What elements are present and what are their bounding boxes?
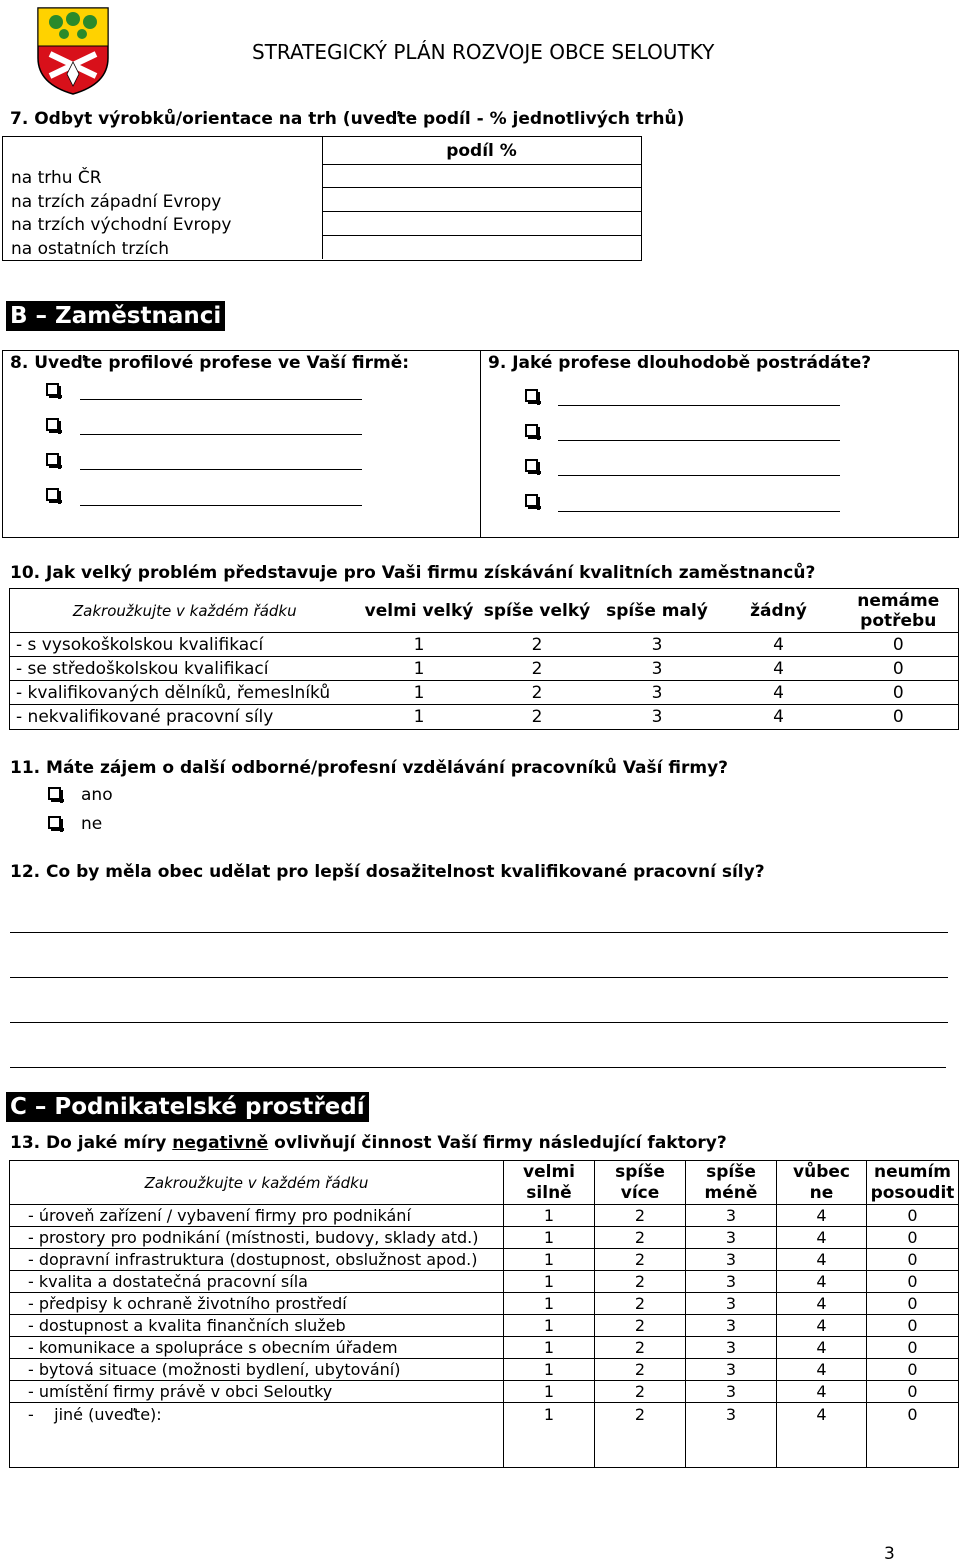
- rating-option[interactable]: 3: [651, 682, 663, 703]
- table-row: [10, 1271, 959, 1293]
- instruction-cell: Zakroužkujte v každém řádku: [72, 601, 297, 620]
- rating-option[interactable]: 4: [777, 1403, 867, 1468]
- rating-option[interactable]: 3: [686, 1403, 777, 1468]
- answer-no-checkbox[interactable]: [48, 816, 61, 829]
- profession-line[interactable]: [80, 399, 362, 400]
- table-row: [10, 681, 959, 705]
- rating-option[interactable]: 0: [892, 634, 904, 655]
- answer-yes-label: ano: [81, 785, 113, 805]
- rating-option[interactable]: 2: [531, 634, 543, 655]
- rating-option[interactable]: 4: [777, 1205, 867, 1227]
- question-8-title: 8. Uveďte profilové profese ve Vaší firmě:: [10, 353, 410, 373]
- column-header-line: spíše: [615, 1161, 665, 1182]
- profession-checkbox[interactable]: [46, 453, 59, 466]
- rating-option[interactable]: 3: [686, 1227, 777, 1249]
- rating-option[interactable]: 4: [777, 1227, 867, 1249]
- market-row: na ostatních trzích: [11, 238, 170, 259]
- question-13-title: [10, 1133, 727, 1153]
- column-header: [504, 1161, 595, 1205]
- column-header: nemáme potřebu: [857, 590, 940, 631]
- column-header-line: neumím: [874, 1161, 951, 1182]
- answer-line[interactable]: [10, 932, 948, 933]
- rating-option[interactable]: 0: [892, 658, 904, 679]
- table-row: [10, 1249, 959, 1271]
- row-label: - kvalita a dostatečná pracovní síla: [10, 1271, 504, 1293]
- column-header-line: posoudit: [870, 1182, 955, 1203]
- rating-option[interactable]: 2: [595, 1249, 686, 1271]
- rating-option[interactable]: 2: [595, 1381, 686, 1403]
- table-row: [10, 705, 959, 730]
- column-header-line: vůbec: [793, 1161, 850, 1182]
- column-header-line: méně: [704, 1182, 758, 1203]
- rating-option[interactable]: 1: [504, 1293, 595, 1315]
- market-row: na trzích západní Evropy: [11, 191, 222, 212]
- table-row: [10, 1227, 959, 1249]
- table-row: [10, 1403, 959, 1468]
- rating-option[interactable]: 2: [595, 1315, 686, 1337]
- rating-option[interactable]: 3: [686, 1381, 777, 1403]
- rating-option[interactable]: 1: [504, 1337, 595, 1359]
- answer-line[interactable]: [10, 1022, 948, 1023]
- rating-option[interactable]: 4: [777, 1293, 867, 1315]
- profession-line[interactable]: [80, 469, 362, 470]
- rating-option[interactable]: 0: [892, 682, 904, 703]
- rating-option[interactable]: 1: [413, 658, 425, 679]
- table-row: [10, 1205, 959, 1227]
- rating-option[interactable]: 3: [686, 1359, 777, 1381]
- row-label: - bytová situace (možnosti bydlení, ubytování): [10, 1359, 504, 1381]
- question-13-table: [9, 1160, 959, 1468]
- row-label: - nekvalifikované pracovní síly: [16, 707, 274, 727]
- row-label: - předpisy k ochraně životního prostředí: [10, 1293, 504, 1315]
- column-header: spíše velký: [483, 600, 591, 621]
- rating-option[interactable]: 4: [777, 1271, 867, 1293]
- row-label: - komunikace a spolupráce s obecním úřadem: [10, 1337, 504, 1359]
- missing-profession-line[interactable]: [558, 440, 840, 441]
- rating-option[interactable]: 2: [595, 1227, 686, 1249]
- profession-line[interactable]: [80, 434, 362, 435]
- question-7-table: [2, 136, 642, 261]
- rating-option[interactable]: 2: [595, 1205, 686, 1227]
- rating-option[interactable]: 1: [504, 1403, 595, 1468]
- column-header: spíše malý: [606, 600, 708, 621]
- column-header-line: více: [620, 1182, 660, 1203]
- rating-option[interactable]: 2: [531, 682, 543, 703]
- rating-option[interactable]: 0: [907, 1228, 918, 1247]
- rating-option[interactable]: 4: [773, 707, 784, 727]
- rating-option[interactable]: 3: [686, 1249, 777, 1271]
- rating-option[interactable]: 0: [907, 1206, 918, 1225]
- rating-option[interactable]: 2: [531, 707, 543, 727]
- rating-option[interactable]: 2: [595, 1271, 686, 1293]
- rating-option[interactable]: 0: [907, 1382, 918, 1401]
- table-row: [10, 1315, 959, 1337]
- row-label: - úroveň zařízení / vybavení firmy pro podnikání: [10, 1205, 504, 1227]
- rating-option[interactable]: 4: [777, 1359, 867, 1381]
- question-11-title: 11. Máte zájem o další odborné/profesní vzdělávání pracovníků Vaší firmy?: [10, 758, 729, 778]
- rating-option[interactable]: 4: [777, 1249, 867, 1271]
- rating-option[interactable]: 3: [651, 634, 663, 655]
- rating-option[interactable]: 2: [595, 1403, 686, 1468]
- rating-option[interactable]: 3: [686, 1205, 777, 1227]
- missing-profession-line[interactable]: [558, 511, 840, 512]
- table-row: [10, 633, 959, 657]
- row-label: - kvalifikovaných dělníků, řemeslníků: [16, 682, 331, 703]
- rating-option[interactable]: 0: [907, 1316, 918, 1335]
- rating-option[interactable]: 1: [413, 682, 425, 703]
- rating-option[interactable]: 0: [907, 1360, 918, 1379]
- row-label: - s vysokoškolskou kvalifikací: [16, 634, 264, 655]
- rating-option[interactable]: 3: [686, 1271, 777, 1293]
- table-row: [10, 657, 959, 681]
- rating-option[interactable]: 3: [651, 658, 663, 679]
- missing-profession-line[interactable]: [558, 475, 840, 476]
- answer-no-label: ne: [81, 814, 103, 834]
- table-row: [10, 1381, 959, 1403]
- column-header: [595, 1161, 686, 1205]
- missing-profession-checkbox[interactable]: [525, 494, 538, 507]
- column-header: [867, 1161, 959, 1205]
- column-header-line: ne: [809, 1182, 834, 1203]
- column-header-line: spíše: [706, 1161, 756, 1182]
- document-title: STRATEGICKÝ PLÁN ROZVOJE OBCE SELOUTKY: [252, 40, 715, 64]
- column-header: velmi velký: [364, 600, 474, 621]
- rating-option[interactable]: 0: [907, 1405, 918, 1424]
- table-row: [10, 1337, 959, 1359]
- question-7-title: 7. Odbyt výrobků/orientace na trh (uveďte podíl - % jednotlivých trhů): [10, 109, 685, 129]
- section-c-title: C – Podnikatelské prostředí: [6, 1092, 369, 1122]
- column-header: žádný: [750, 600, 807, 621]
- rating-option[interactable]: 4: [777, 1315, 867, 1337]
- section-b-title: B – Zaměstnanci: [6, 301, 225, 331]
- profession-checkbox[interactable]: [46, 488, 59, 501]
- profession-checkbox[interactable]: [46, 383, 59, 396]
- question-13-title-end: ovlivňují činnost Vaší firmy následující faktory?: [268, 1133, 727, 1153]
- question-10-table: [9, 588, 959, 730]
- question-8-9-box: [2, 350, 959, 538]
- rating-option[interactable]: 4: [773, 634, 784, 655]
- share-header: podíl %: [446, 141, 517, 161]
- answer-line[interactable]: [10, 1067, 946, 1068]
- rating-option[interactable]: 4: [777, 1381, 867, 1403]
- market-row: na trzích východní Evropy: [11, 215, 232, 235]
- rating-option[interactable]: 0: [907, 1338, 918, 1357]
- page-number: 3: [884, 1544, 895, 1564]
- profession-checkbox[interactable]: [46, 418, 59, 431]
- question-9-title: 9. Jaké profese dlouhodobě postrádáte?: [488, 353, 872, 373]
- question-10-title: 10. Jak velký problém představuje pro Vaši firmu získávání kvalitních zaměstnanců?: [10, 563, 816, 583]
- column-header: [777, 1161, 867, 1205]
- question-13-title-emphasis: negativně: [172, 1133, 269, 1153]
- market-row: na trhu ČR: [11, 168, 102, 188]
- question-12-title: 12. Co by měla obec udělat pro lepší dosažitelnost kvalifikované pracovní síly?: [10, 862, 765, 882]
- rating-option[interactable]: 1: [504, 1249, 595, 1271]
- missing-profession-checkbox[interactable]: [525, 459, 538, 472]
- rating-option[interactable]: 0: [907, 1272, 918, 1291]
- rating-option[interactable]: 1: [413, 707, 425, 727]
- rating-option[interactable]: 3: [686, 1315, 777, 1337]
- table-row: [10, 1293, 959, 1315]
- rating-option[interactable]: 1: [504, 1359, 595, 1381]
- answer-line[interactable]: [10, 977, 948, 978]
- rating-option[interactable]: 2: [595, 1293, 686, 1315]
- rating-option[interactable]: 4: [773, 682, 784, 703]
- missing-profession-line[interactable]: [558, 405, 840, 406]
- column-header-line: silně: [526, 1182, 572, 1203]
- row-label: - umístění firmy právě v obci Seloutky: [10, 1381, 504, 1403]
- rating-option[interactable]: 1: [504, 1205, 595, 1227]
- row-label: - dostupnost a kvalita finančních služeb: [10, 1315, 504, 1337]
- market-list: [11, 167, 231, 261]
- rating-option[interactable]: 0: [907, 1250, 918, 1269]
- row-label: - se středoškolskou kvalifikací: [16, 658, 269, 679]
- rating-option[interactable]: 2: [531, 658, 543, 679]
- instruction-cell: Zakroužkujte v každém řádku: [10, 1161, 504, 1205]
- table-row: [10, 1359, 959, 1381]
- rating-option[interactable]: 1: [504, 1315, 595, 1337]
- column-header-line: velmi: [523, 1161, 575, 1182]
- rating-option[interactable]: 0: [892, 707, 904, 727]
- rating-option[interactable]: 1: [413, 634, 425, 655]
- rating-option[interactable]: 0: [907, 1294, 918, 1313]
- rating-option[interactable]: 1: [504, 1271, 595, 1293]
- rating-option[interactable]: 4: [773, 658, 784, 679]
- missing-profession-checkbox[interactable]: [525, 389, 538, 402]
- rating-option[interactable]: 4: [777, 1337, 867, 1359]
- rating-option[interactable]: 3: [686, 1293, 777, 1315]
- row-label: - prostory pro podnikání (místnosti, budovy, sklady atd.): [10, 1227, 504, 1249]
- row-label: - dopravní infrastruktura (dostupnost, obslužnost apod.): [10, 1249, 504, 1271]
- rating-option[interactable]: 1: [504, 1227, 595, 1249]
- missing-profession-checkbox[interactable]: [525, 424, 538, 437]
- rating-option[interactable]: 3: [686, 1337, 777, 1359]
- question-13-title-start: 13. Do jaké míry: [10, 1133, 173, 1153]
- rating-option[interactable]: 3: [651, 707, 663, 727]
- answer-yes-checkbox[interactable]: [48, 787, 61, 800]
- profession-line[interactable]: [80, 505, 362, 506]
- column-header: [686, 1161, 777, 1205]
- rating-option[interactable]: 2: [595, 1337, 686, 1359]
- rating-option[interactable]: 2: [595, 1359, 686, 1381]
- coat-of-arms-logo: [36, 6, 110, 96]
- row-label: - jiné (uveďte):: [10, 1403, 504, 1468]
- rating-option[interactable]: 1: [504, 1381, 595, 1403]
